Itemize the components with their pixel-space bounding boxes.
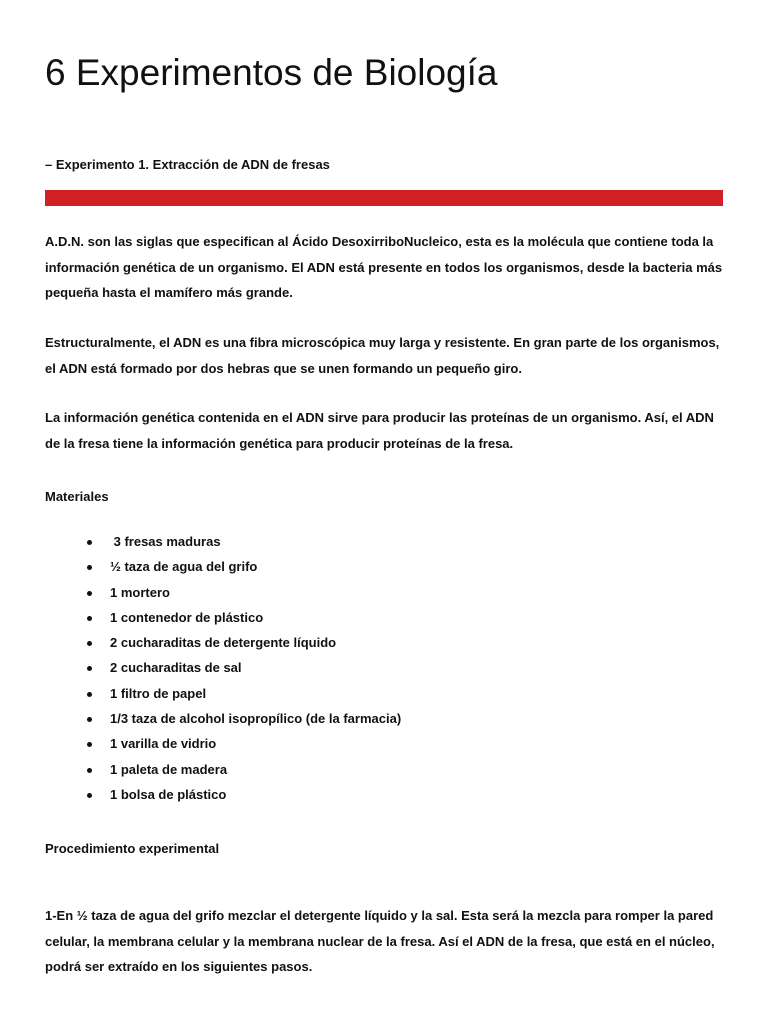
list-item [45,554,401,579]
accent-divider [45,190,723,206]
bullet-icon [87,540,92,545]
material-text: 2 cucharaditas de sal [110,660,242,676]
bullet-icon [87,692,92,697]
materials-heading: Materiales [45,489,109,504]
list-item [45,681,401,706]
bullet-icon [87,616,92,621]
material-text: 1 paleta de madera [110,761,228,777]
list-item [45,655,401,680]
list-item [45,630,401,655]
list-item [45,757,401,782]
bullet-icon [87,641,92,646]
paragraph-structure: Estructuralmente, el ADN es una fibra microscópica muy larga y resistente. En gran parte de los organismos, el ADN está formado por dos hebras que se unen formando un pequeño giro. [45,335,720,376]
list-item [45,731,401,756]
material-text: 1 bolsa de plástico [110,786,227,802]
list-item [45,529,401,554]
bullet-icon [87,565,92,570]
material-text: 2 cucharaditas de detergente líquido [110,635,337,651]
material-text: 1/3 taza de alcohol isopropílico (de la farmacia) [110,711,402,727]
material-text: 1 varilla de vidrio [110,736,217,752]
bullet-icon [87,793,92,798]
list-item [45,706,401,731]
experiment-subtitle: – Experimento 1. Extracción de ADN de fresas [45,157,330,172]
bullet-icon [87,742,92,747]
bullet-icon [87,666,92,671]
material-text: 1 filtro de papel [110,685,207,701]
list-item [45,605,401,630]
material-text: ½ taza de agua del grifo [110,559,258,575]
procedure-heading: Procedimiento experimental [45,841,220,856]
list-item [45,782,401,807]
procedure-step-1: 1-En ½ taza de agua del grifo mezclar el detergente líquido y la sal. Esta será la mezcla para romper la pared celular, la membrana celular y la membrana nuclear de la fresa. Así el ADN de la fresa, que está en el núcleo, podrá ser extraído en los siguientes pasos. [45,908,715,974]
page-title: 6 Experimentos de Biología [45,52,498,93]
material-text: 3 fresas maduras [110,534,221,549]
paragraph-genetic-info: La información genética contenida en el ADN sirve para producir las proteínas de un organismo. Así, el ADN de la fresa tiene la información genética para producir proteínas de la fresa. [45,410,714,451]
material-text: 1 contenedor de plástico [110,609,264,625]
materials-list [45,529,401,807]
bullet-icon [87,768,92,773]
paragraph-intro: A.D.N. son las siglas que especifican al Ácido DesoxirriboNucleico, esta es la molécula que contiene toda la información genética de un organismo. El ADN está presente en todos los organismos, desde la bacteria más pequeña hasta el mamífero más grande. [45,234,723,300]
material-text: 1 mortero [110,584,170,600]
bullet-icon [87,591,92,596]
bullet-icon [87,717,92,722]
list-item [45,580,401,605]
